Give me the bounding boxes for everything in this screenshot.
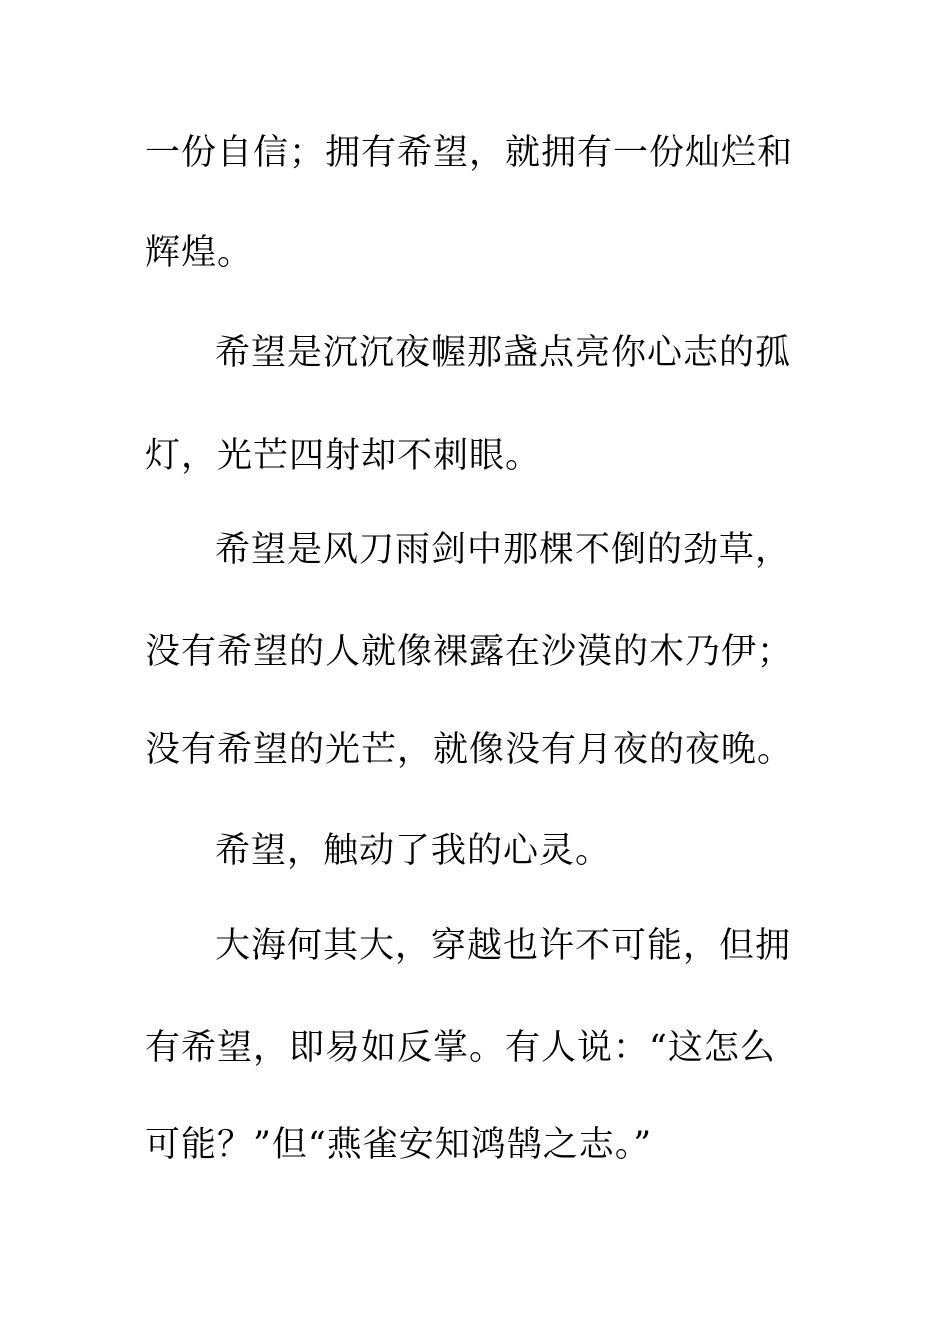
text-line-4: 灯，光芒四射却不刺眼。 <box>145 436 542 476</box>
text-line-8: 希望，触动了我的心灵。 <box>215 831 612 871</box>
text-line-10: 有希望，即易如反掌。有人说：“这怎么 <box>145 1028 776 1068</box>
text-line-9: 大海何其大，穿越也许不可能，但拥 <box>215 926 792 966</box>
text-line-5: 希望是风刀雨剑中那棵不倒的劲草， <box>215 530 792 570</box>
text-line-6: 没有希望的人就像裸露在沙漠的木乃伊； <box>145 632 794 672</box>
text-line-2: 辉煌。 <box>145 233 254 273</box>
text-line-7: 没有希望的光芒，就像没有月夜的夜晚。 <box>145 730 794 770</box>
text-line-1: 一份自信；拥有希望，就拥有一份灿烂和 <box>145 133 794 173</box>
text-line-3: 希望是沉沉夜幄那盏点亮你心志的孤 <box>215 333 792 373</box>
text-line-11: 可能？”但“燕雀安知鸿鹄之志。” <box>145 1125 653 1165</box>
